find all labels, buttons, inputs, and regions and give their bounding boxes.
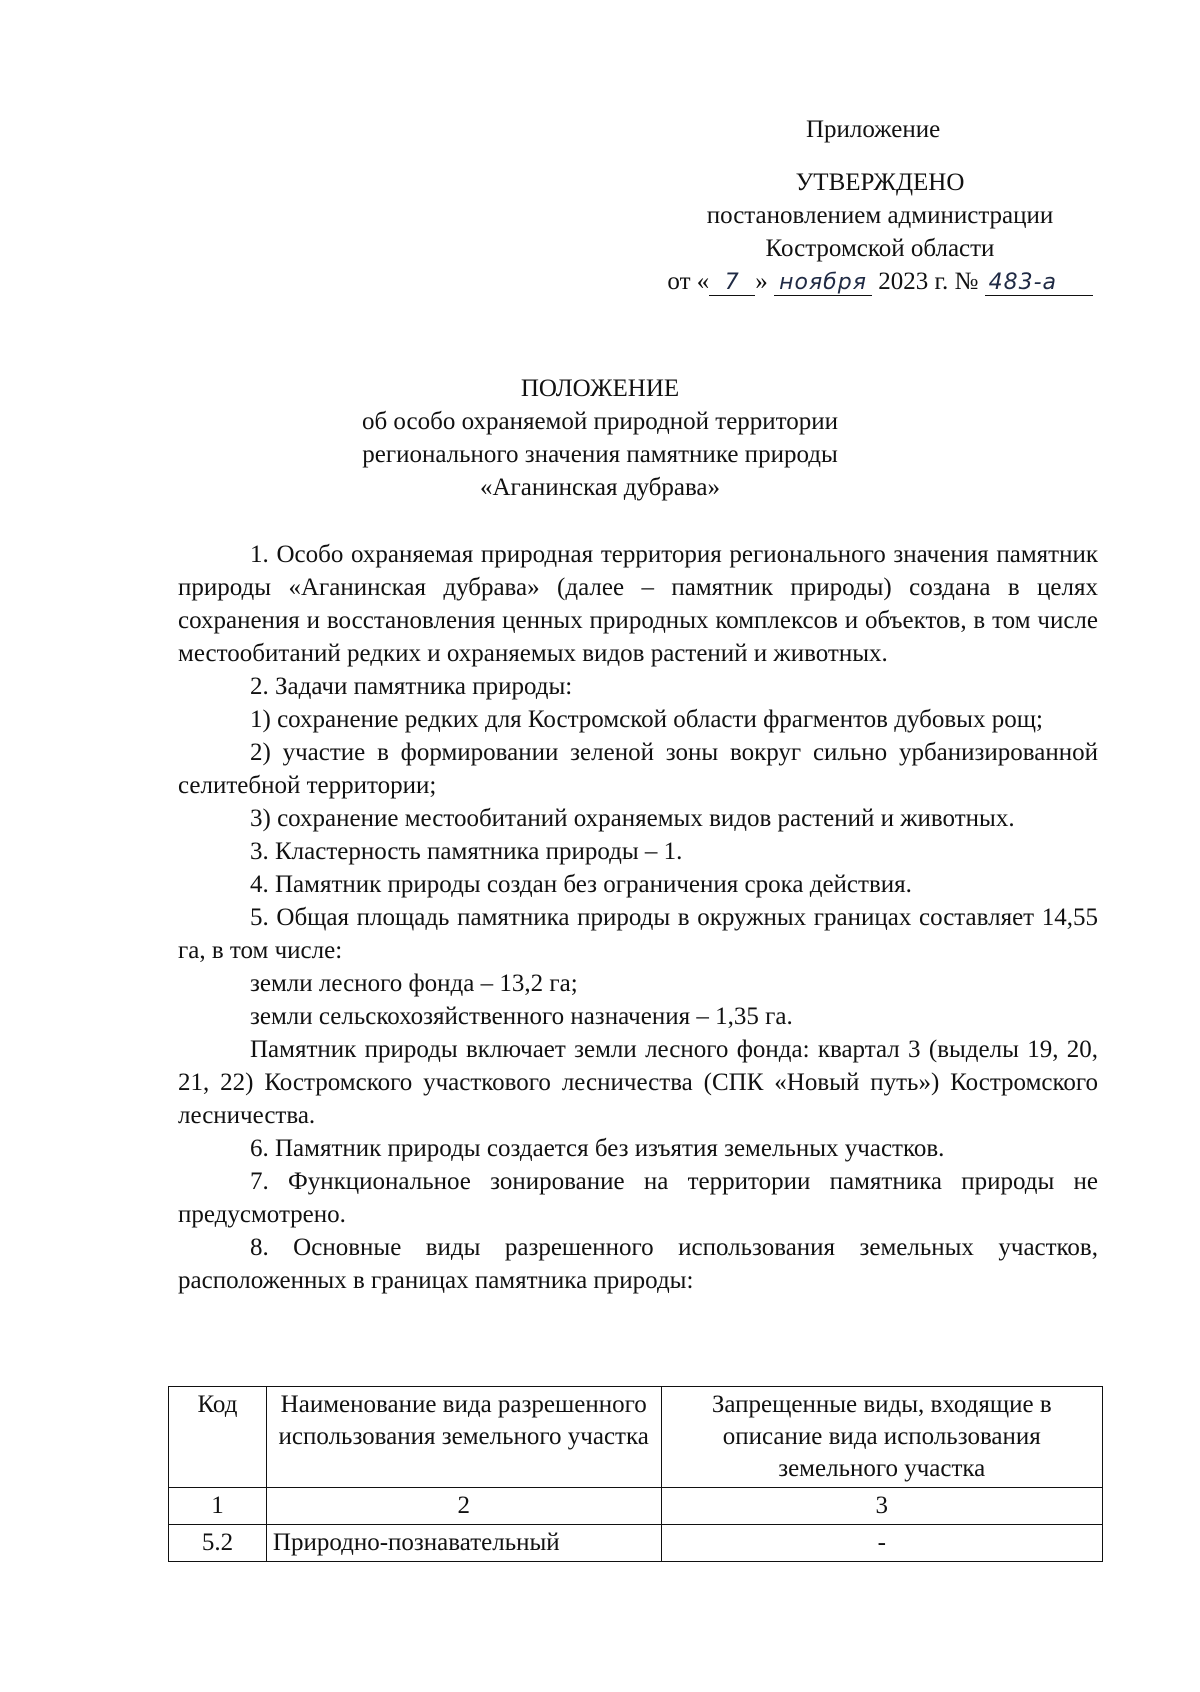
table-cell: 2: [266, 1488, 661, 1525]
approval-block: [640, 166, 1120, 298]
paragraph-4: 4. Памятник природы создан без ограничения срока действия.: [250, 871, 912, 898]
approved-by-line1: постановлением администрации: [706, 202, 1054, 229]
document-title: [300, 372, 900, 504]
task-3: 3) сохранение местообитаний охраняемых видов растений и животных.: [250, 805, 1015, 832]
title-line-4: «Аганинская дубрава»: [479, 474, 721, 501]
paragraph-1: 1. Особо охраняемая природная территория регионального значения памятник природы «Аганинская дубрава» (далее – памятник природы) создана в целях сохранения и восстановления ценных природных комплексов и объектов, в том числе местообитаний редких и охраняемых видов растений и животных.: [178, 541, 1098, 667]
date-prefix: от «: [667, 268, 710, 295]
approved-heading: УТВЕРЖДЕНО: [795, 169, 965, 196]
table-header-row: [169, 1387, 1103, 1488]
table-cell-prohibited: -: [661, 1525, 1103, 1562]
title-line-1: ПОЛОЖЕНИЕ: [520, 375, 680, 402]
table-row: [169, 1525, 1103, 1562]
land-use-table: [168, 1386, 1103, 1562]
table-numbering-row: [169, 1488, 1103, 1525]
paragraph-7: 7. Функциональное зонирование на территории памятника природы не предусмотрено.: [178, 1168, 1098, 1228]
date-year: 2023 г. №: [878, 268, 979, 295]
paragraph-2: 2. Задачи памятника природы:: [250, 673, 573, 700]
task-1: 1) сохранение редких для Костромской области фрагментов дубовых рощ;: [250, 706, 1043, 733]
appendix-label: Приложение: [806, 116, 941, 143]
date-month-handwritten: ноября: [774, 271, 872, 296]
area-forest: земли лесного фонда – 13,2 га;: [250, 970, 578, 997]
paragraph-6: 6. Памятник природы создается без изъятия земельных участков.: [250, 1135, 945, 1162]
paragraph-8: 8. Основные виды разрешенного использования земельных участков, расположенных в границах памятника природы:: [178, 1234, 1098, 1294]
table-header-name: Наименование вида разрешенного использования земельного участка: [266, 1387, 661, 1488]
table-cell: 3: [661, 1488, 1103, 1525]
area-agricultural: земли сельскохозяйственного назначения – 1,35 га.: [250, 1003, 793, 1030]
date-day-handwritten: 7: [709, 271, 755, 296]
task-2: 2) участие в формировании зеленой зоны вокруг сильно урбанизированной селитебной территории;: [178, 739, 1098, 799]
document-body: [178, 538, 1098, 1297]
approved-by-line2: Костромской области: [765, 235, 995, 262]
table-cell-code: 5.2: [169, 1525, 267, 1562]
paragraph-5: 5. Общая площадь памятника природы в окружных границах составляет 14,55 га, в том числе:: [178, 904, 1098, 964]
table-cell: 1: [169, 1488, 267, 1525]
title-line-3: регионального значения памятнике природы: [362, 441, 838, 468]
date-mid: »: [755, 268, 768, 295]
table-cell-name: Природно-познавательный: [266, 1525, 661, 1562]
table-header-prohibited: Запрещенные виды, входящие в описание вида использования земельного участка: [661, 1387, 1103, 1488]
paragraph-5-forest-lands: Памятник природы включает земли лесного фонда: квартал 3 (выделы 19, 20, 21, 22) Костромского участкового лесничества (СПК «Новый путь») Костромского лесничества.: [178, 1036, 1098, 1129]
title-line-2: об особо охраняемой природной территории: [361, 408, 839, 435]
document-number-handwritten: 483-а: [985, 271, 1093, 296]
paragraph-3: 3. Кластерность памятника природы – 1.: [250, 838, 683, 865]
approval-date-line: [640, 265, 1120, 298]
table-header-code: Код: [169, 1387, 267, 1488]
